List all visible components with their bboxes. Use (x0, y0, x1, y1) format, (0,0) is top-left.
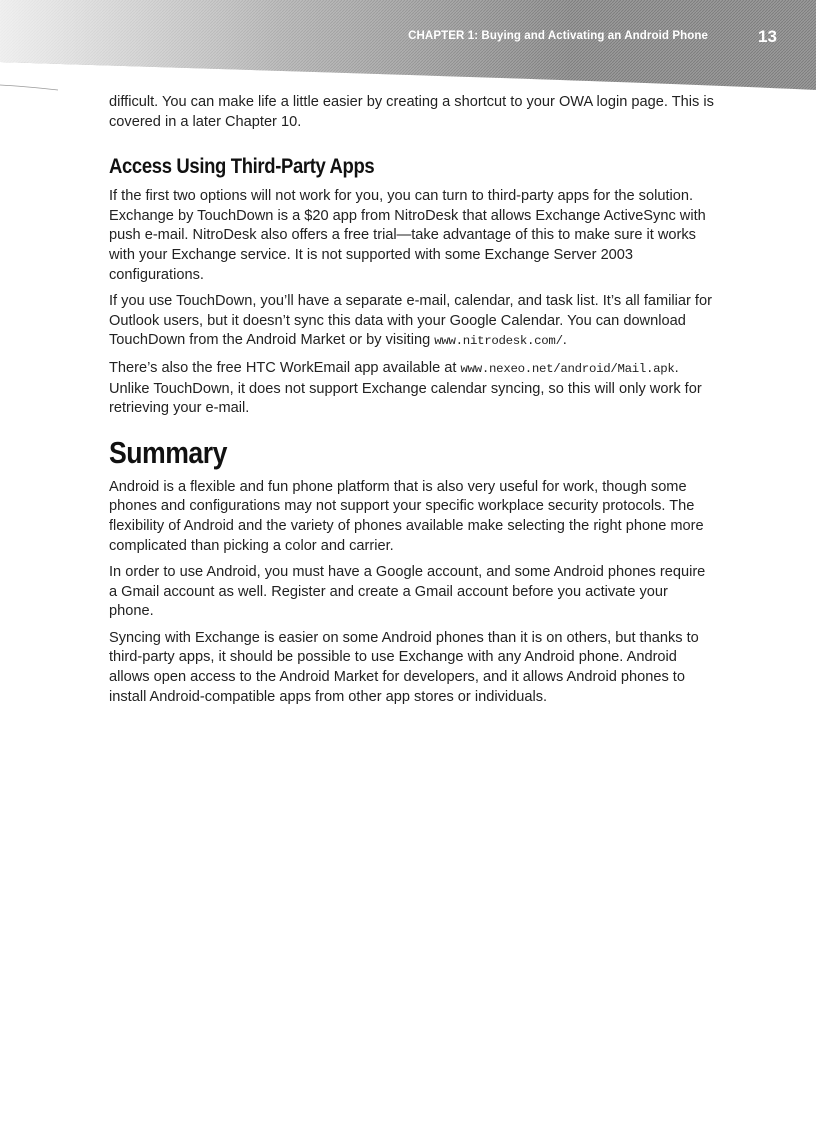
summary-paragraph-1: Android is a flexible and fun phone platform that is also very useful for work, though some phones and configurations may not support your specific workplace security protocols. The flexibility of Android and the variety of phones available make selecting the right phone more complicated than picking a color and carrier. (109, 478, 704, 554)
paragraph-text: If you use TouchDown, you’ll have a separate e-mail, calendar, and task list. It’s all familiar for Outlook users, but it doesn’t sync this data with your Google Calendar. You can download TouchDown from the Android Market or by visiting (109, 293, 712, 349)
intro-paragraph: difficult. You can make life a little easier by creating a shortcut to your OWA login page. This is covered in a later Chapter 10. (109, 94, 714, 130)
header-band (0, 0, 816, 95)
workemail-url: www.nexeo.net/android/Mail.apk (460, 361, 675, 376)
third-party-paragraph-1: If the first two options will not work for you, you can turn to third-party apps for the solution. Exchange by TouchDown is a $20 app from NitroDesk that allows Exchange ActiveSync with push e-mail. NitroDesk also offers a free trial—take advantage of this to make sure it works with your Exchange service. It is not supported with some Exchange Server 2003 configurations. (109, 188, 706, 283)
chapter-title: CHAPTER 1: Buying and Activating an Android Phone (408, 30, 708, 42)
third-party-paragraph-3 (109, 359, 715, 419)
paragraph-text: . Unlike TouchDown, it does not support Exchange calendar syncing, so this will only work for retrieving your e-mail. (109, 359, 702, 417)
paragraph-text: . (562, 332, 567, 349)
section-heading-third-party: Access Using Third-Party Apps (109, 155, 375, 179)
nitrodesk-url: www.nitrodesk.com/ (434, 334, 563, 349)
page-body (109, 93, 715, 714)
summary-paragraph-3: Syncing with Exchange is easier on some Android phones than it is on others, but thanks to third-party apps, it should be possible to use Exchange with any Android phone. Android allows open access to the Android Market for developers, and it allows Android phones to install Android-compatible apps from other app stores or individuals. (109, 629, 699, 705)
page-number: 13 (758, 27, 777, 46)
summary-paragraph-2: In order to use Android, you must have a Google account, and some Android phones require a Gmail account as well. Register and create a Gmail account before you activate your phone. (109, 564, 706, 620)
third-party-paragraph-2 (109, 292, 715, 352)
paragraph-text: There’s also the free HTC WorkEmail app available at (109, 359, 461, 376)
page-header (0, 0, 816, 95)
section-heading-summary: Summary (109, 434, 227, 470)
